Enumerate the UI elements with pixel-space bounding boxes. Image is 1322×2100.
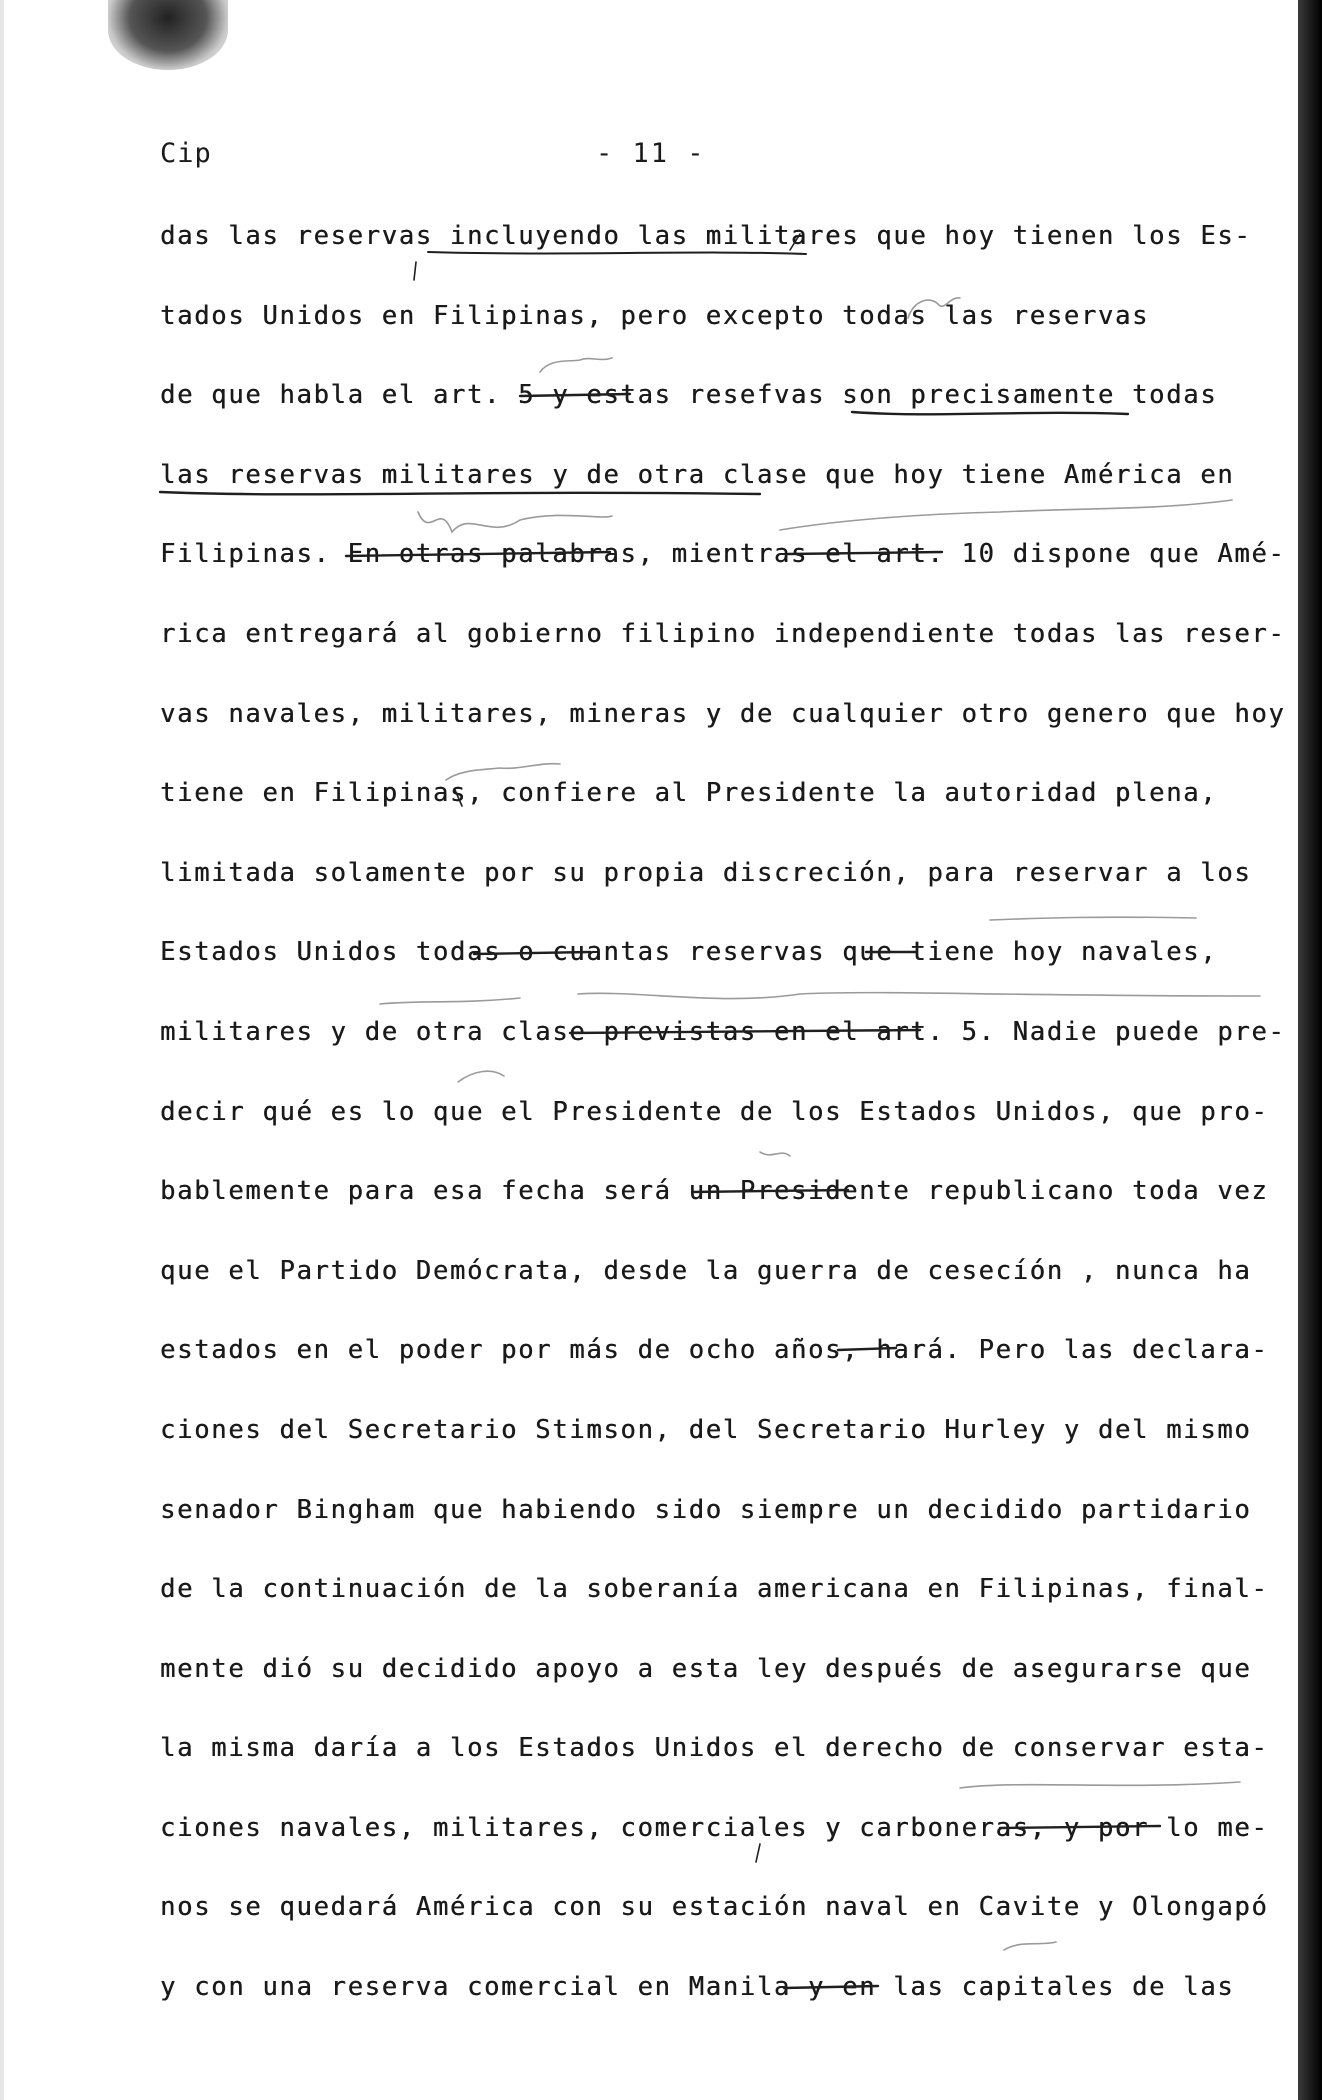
text-line: la misma daría a los Estados Unidos el derecho de conservar esta- (160, 1733, 1269, 1764)
text-line: tados Unidos en Filipinas, pero excepto todas las reservas (160, 300, 1150, 331)
page-number: - 11 - (596, 138, 706, 169)
text-line: de que habla el art. 5 y estas resefvas son precisamente todas (160, 380, 1218, 411)
text-line: y con una reserva comercial en Manila y en las capitales de las (160, 1972, 1235, 2003)
text-line: ciones del Secretario Stimson, del Secretario Hurley y del mismo (160, 1414, 1252, 1445)
text-line: bablemente para esa fecha será un Presidente republicano toda vez (160, 1176, 1269, 1207)
text-line: que el Partido Demócrata, desde la guerra de cesecíón , nunca ha (160, 1255, 1252, 1286)
text-line: militares y de otra clase previstas en el art. 5. Nadie puede pre- (160, 1016, 1286, 1047)
text-line: Filipinas. En otras palabras, mientras el art. 10 dispone que Amé- (160, 539, 1286, 570)
text-line: das las reservas incluyendo las militares que hoy tienen los Es- (160, 221, 1252, 251)
text-line: rica entregará al gobierno filipino independiente todas las reser- (160, 618, 1286, 649)
header-label: Cip (160, 138, 212, 169)
text-line: mente dió su decidido apoyo a esta ley después de asegurarse que (160, 1653, 1252, 1684)
body-text (160, 214, 1286, 2045)
text-line: decir qué es lo que el Presidente de los Estados Unidos, que pro- (160, 1096, 1269, 1127)
scan-edge-right (1298, 0, 1322, 2100)
text-line: tiene en Filipinas, confiere al Presidente la autoridad plena, (160, 778, 1218, 809)
text-line: Estados Unidos todas o cuantas reservas que tiene hoy navales, (160, 937, 1218, 968)
text-line: de la continuación de la soberanía americana en Filipinas, final- (160, 1574, 1269, 1605)
text-line: senador Bingham que habiendo sido siempre un decidido partidario (160, 1494, 1252, 1525)
text-line: las reservas militares y de otra clase que hoy tiene América en (160, 459, 1235, 490)
text-line: vas navales, militares, mineras y de cualquier otro genero que hoy (160, 698, 1286, 729)
text-line: ciones navales, militares, comerciales y carboneras, y por lo me- (160, 1812, 1269, 1843)
text-line: estados en el poder por más de ocho años, hará. Pero las declara- (160, 1335, 1269, 1366)
text-line: nos se quedará América con su estación naval en Cavite y Olongapó (160, 1892, 1269, 1923)
text-line: limitada solamente por su propia discreción, para reservar a los (160, 857, 1252, 888)
